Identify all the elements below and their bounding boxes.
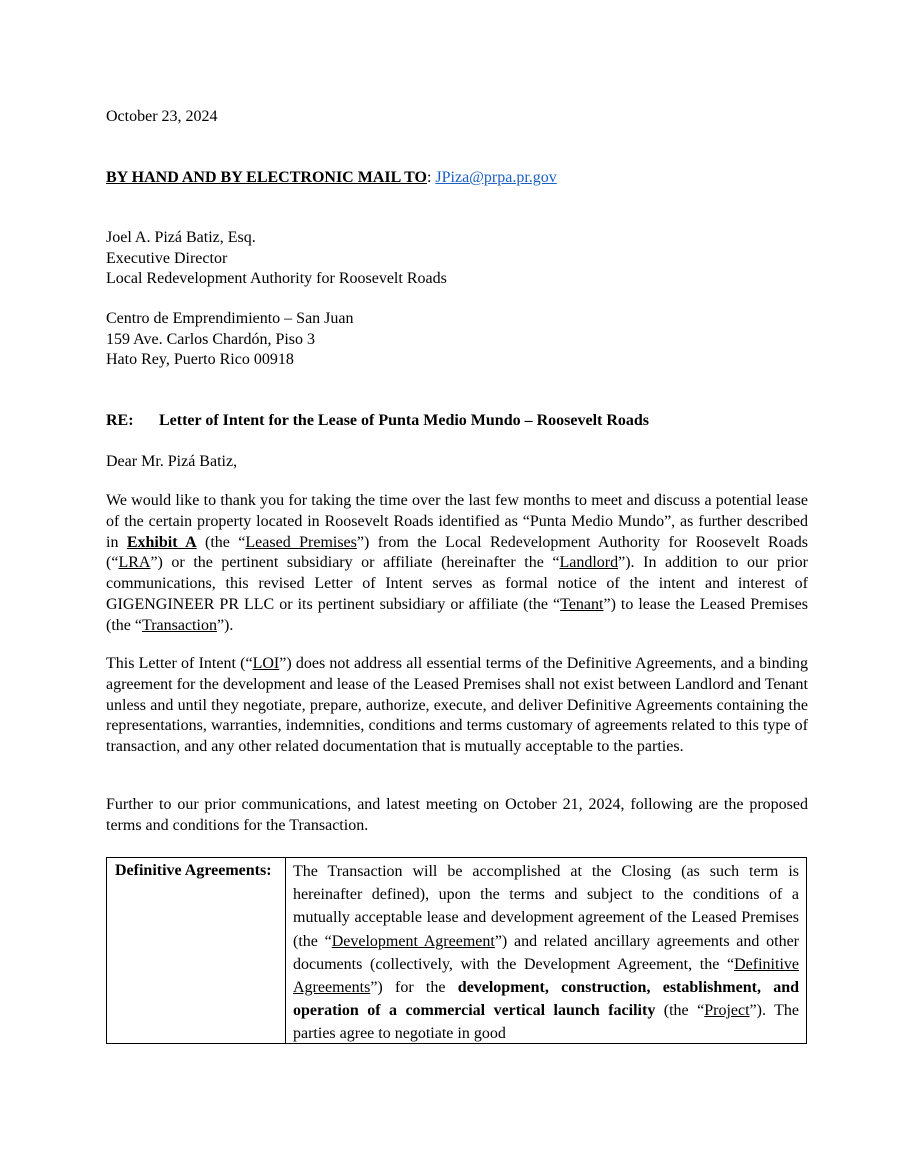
defined-term-project: Project — [704, 1002, 750, 1020]
addressee-organization: Local Redevelopment Authority for Roosevelt Roads — [106, 270, 447, 287]
delivery-label: BY HAND AND BY ELECTRONIC MAIL TO — [106, 169, 427, 186]
text-run: (the “ — [655, 1002, 705, 1020]
re-subject: Letter of Intent for the Lease of Punta Medio Mundo – Roosevelt Roads — [159, 412, 650, 429]
text-run: ”). The parties agree to negotiate in good — [293, 1002, 800, 1043]
terms-intro-paragraph: Further to our prior communications, and latest meeting on October 21, 2024, following are the proposed terms and conditions for the Transaction. — [106, 796, 808, 834]
letter-date: October 23, 2024 — [106, 108, 218, 125]
defined-term-tenant: Tenant — [560, 595, 604, 613]
email-link[interactable]: JPiza@prpa.pr.gov — [435, 169, 557, 186]
defined-term-lra: LRA — [118, 554, 151, 572]
salutation: Dear Mr. Pizá Batiz, — [106, 453, 238, 470]
text-run: ”). In addition to our prior communications, this revised Letter of Intent serves as formal notice of the intent and interest of GIGENGINEER PR LLC or its pertinent subsidiary or affiliate (the “ — [106, 554, 808, 613]
text-run: (the “ — [196, 533, 246, 551]
subject-line — [106, 410, 649, 431]
intro-paragraph — [106, 491, 808, 637]
defined-term-transaction: Transaction — [141, 616, 217, 634]
text-run: ”) from the Local Redevelopment Authority for Roosevelt Roads (“ — [106, 533, 809, 572]
addressee-name: Joel A. Pizá Batiz, Esq. — [106, 229, 256, 246]
re-label: RE: — [106, 412, 134, 429]
project-purpose-bold: development, construction, establishment, and operation of a commercial vertical launch facility — [293, 979, 799, 1020]
defined-term-leased-premises: Leased Premises — [245, 533, 357, 551]
delivery-line — [106, 167, 557, 188]
defined-term-landlord: Landlord — [559, 554, 619, 572]
address-line-2: 159 Ave. Carlos Chardón, Piso 3 — [106, 330, 316, 348]
text-run: ”) for the — [370, 979, 458, 997]
address-line-3: Hato Rey, Puerto Rico 00918 — [106, 351, 294, 368]
address-line-1: Centro de Emprendimiento – San Juan — [106, 310, 354, 327]
addressee-title: Executive Director — [106, 249, 228, 267]
text-run: ”) and related ancillary agreements and other documents (collectively, with the Development Agreement, the “ — [293, 932, 800, 973]
text-run: This Letter of Intent (“ — [106, 655, 253, 672]
defined-term-definitive-agreements: Definitive Agreements — [293, 955, 799, 997]
terms-table — [106, 857, 807, 1044]
loi-paragraph — [106, 654, 808, 758]
text-run: ”). — [216, 616, 234, 634]
defined-term-loi: LOI — [252, 655, 280, 672]
text-run: We would like to thank you for taking the time over the last few months to meet and discuss a potential lease of the certain property located in Roosevelt Roads identified as “Punta Medio Mundo”, as further described in — [106, 492, 808, 551]
defined-term-development-agreement: Development Agreement — [331, 932, 495, 950]
addressee-block — [106, 228, 447, 290]
text-run: ”) to lease the Leased Premises (the “ — [106, 595, 808, 634]
term-label-cell: Definitive Agreements: — [107, 858, 286, 1043]
exhibit-a-reference: Exhibit A — [126, 533, 197, 551]
address-block — [106, 309, 354, 371]
delivery-separator: : — [426, 169, 436, 186]
text-run: The Transaction will be accomplished at the Closing (as such term is hereinafter defined), upon the terms and subject to the conditions of a mutually acceptable lease and development agreement of the Leased Premises (the “ — [293, 863, 799, 950]
text-run: ”) does not address all essential terms of the Definitive Agreements, and a binding agreement for the development and lease of the Leased Premises shall not exist between Landlord and Tenant unless and until they negotiate, prepare, authorize, execute, and deliver Definitive Agreements containing the representations, warranties, indemnities, conditions and terms customary of agreements related to this type of transaction, and any other related documentation that is mutually acceptable to the parties. — [106, 655, 809, 756]
text-run: ”) or the pertinent subsidiary or affiliate (hereinafter the “ — [150, 554, 560, 572]
term-description-cell — [286, 858, 806, 1043]
